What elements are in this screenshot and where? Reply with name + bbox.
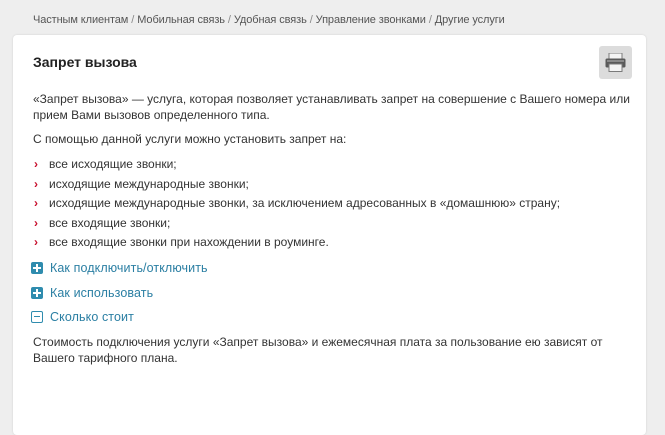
list-item-text: исходящие международные звонки, за исключением адресованных в «домашнюю» страну; bbox=[49, 196, 561, 210]
chevron-right-icon: › bbox=[34, 215, 38, 230]
section-toggle-label: Сколько стоит bbox=[50, 310, 134, 324]
breadcrumb bbox=[33, 14, 505, 26]
breadcrumb-item-other-services[interactable]: Другие услуги bbox=[434, 14, 505, 26]
list-item bbox=[33, 233, 560, 253]
breadcrumb-separator: / bbox=[428, 14, 432, 26]
list-item bbox=[33, 155, 560, 175]
service-description: «Запрет вызова» — услуга, которая позволяет устанавливать запрет на совершение с Вашего номера или прием Вами вызовов определенного типа. bbox=[33, 92, 630, 122]
restrictions-list bbox=[33, 155, 560, 253]
breadcrumb-separator: / bbox=[227, 14, 231, 26]
section-toggle-how-to-use[interactable] bbox=[31, 285, 153, 301]
minus-icon bbox=[31, 311, 43, 323]
plus-icon bbox=[31, 287, 43, 299]
plus-icon bbox=[31, 262, 43, 274]
list-item-text: все входящие звонки при нахождении в роуминге. bbox=[49, 235, 329, 249]
page-title: Запрет вызова bbox=[33, 54, 137, 70]
list-item bbox=[33, 194, 560, 214]
section-toggle-label: Как подключить/отключить bbox=[50, 261, 208, 275]
chevron-right-icon: › bbox=[34, 196, 38, 210]
breadcrumb-item-call-management[interactable]: Управление звонками bbox=[315, 14, 426, 26]
breadcrumb-item-private-clients[interactable]: Частным клиентам bbox=[33, 14, 129, 26]
section-toggle-label: Как использовать bbox=[50, 286, 154, 300]
chevron-right-icon: › bbox=[34, 176, 38, 191]
list-item bbox=[33, 214, 560, 234]
list-item-text: исходящие международные звонки; bbox=[49, 176, 249, 191]
printer-icon bbox=[605, 53, 626, 72]
breadcrumb-separator: / bbox=[131, 14, 135, 26]
service-card bbox=[13, 35, 646, 435]
list-item-text: все исходящие звонки; bbox=[49, 157, 177, 171]
cost-description: Стоимость подключения услуги «Запрет вызова» и ежемесячная плата за пользование ею зависят от Вашего тарифного плана. bbox=[33, 335, 603, 365]
breadcrumb-item-mobile[interactable]: Мобильная связь bbox=[137, 14, 225, 26]
list-item bbox=[33, 175, 560, 195]
chevron-right-icon: › bbox=[34, 157, 38, 171]
breadcrumb-item-convenient[interactable]: Удобная связь bbox=[233, 14, 307, 26]
breadcrumb-separator: / bbox=[309, 14, 313, 26]
section-toggle-cost[interactable] bbox=[31, 309, 134, 325]
chevron-right-icon: › bbox=[34, 235, 38, 249]
print-button[interactable] bbox=[599, 46, 632, 79]
restrictions-intro: С помощью данной услуги можно установить запрет на: bbox=[33, 132, 347, 146]
section-toggle-how-to-connect[interactable] bbox=[31, 260, 208, 276]
list-item-text: все входящие звонки; bbox=[49, 215, 171, 230]
